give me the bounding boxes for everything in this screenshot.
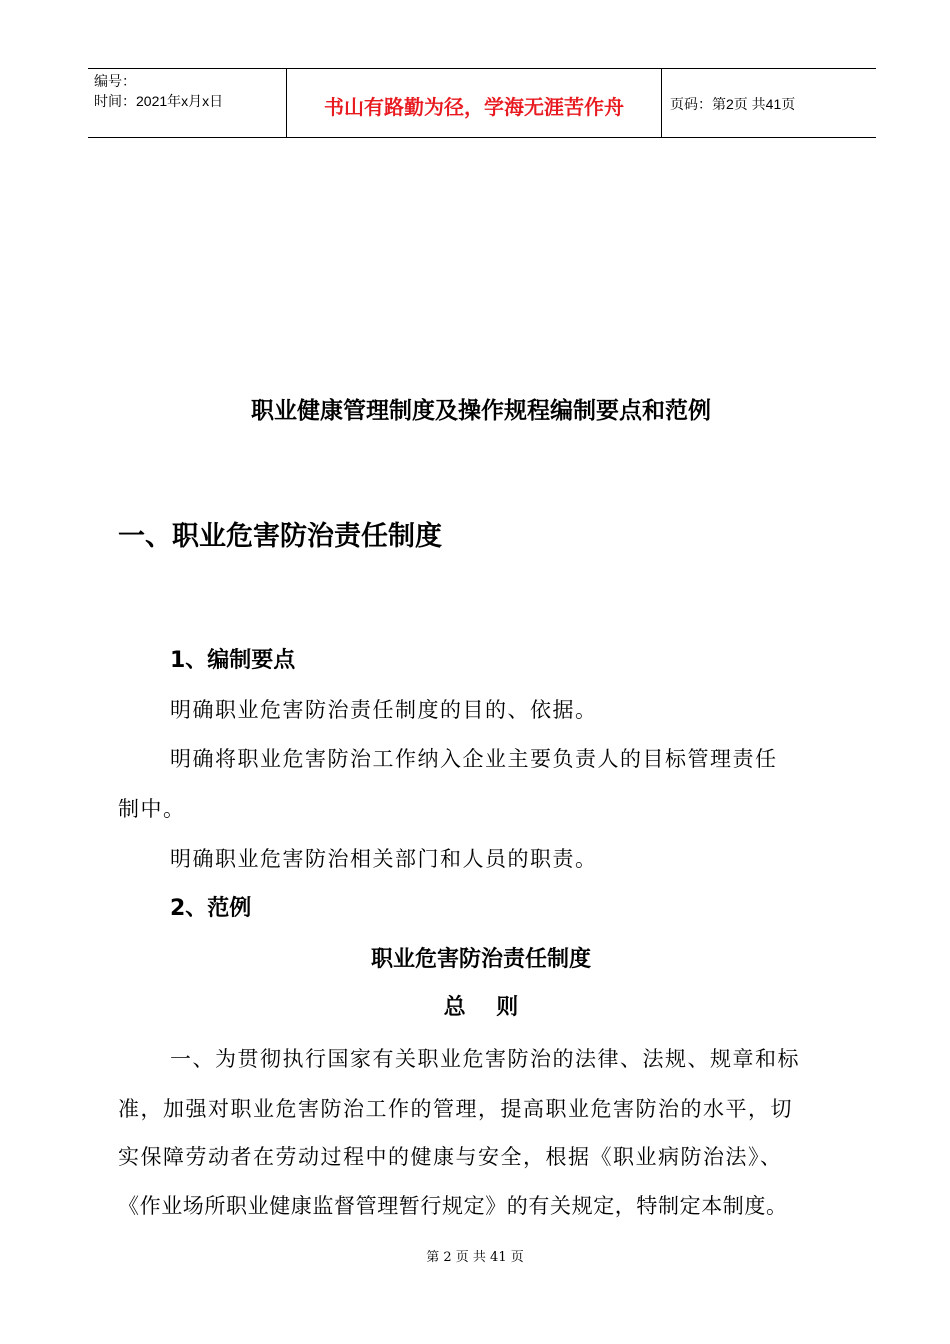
- subsection-heading: 1、编制要点: [170, 648, 296, 673]
- subsection-heading: 2、范例: [170, 896, 252, 921]
- header-meta: [94, 71, 223, 111]
- paragraph: 明确职业危害防治相关部门和人员的职责。: [170, 847, 598, 871]
- paragraph: 一、为贯彻执行国家有关职业危害防治的法律、法规、规章和标: [170, 1047, 800, 1071]
- paragraph: 准，加强对职业危害防治工作的管理，提高职业危害防治的水平，切: [118, 1097, 793, 1121]
- chapter-heading: 总 则: [443, 995, 519, 1020]
- section-heading: 一、职业危害防治责任制度: [118, 521, 442, 552]
- example-title: 职业危害防治责任制度: [370, 947, 591, 972]
- page-footer: 第 2 页 共 41 页: [426, 1250, 524, 1265]
- paragraph: 实保障劳动者在劳动过程中的健康与安全，根据《职业病防治法》、: [118, 1145, 783, 1169]
- header-number-label: 编号：: [94, 73, 136, 89]
- paragraph: 制中。: [118, 797, 186, 821]
- paragraph: 明确职业危害防治责任制度的目的、依据。: [170, 698, 598, 722]
- paragraph: 《作业场所职业健康监督管理暂行规定》的有关规定，特制定本制度。: [118, 1194, 788, 1218]
- document-title: 职业健康管理制度及操作规程编制要点和范例: [251, 398, 711, 424]
- header-page-info: 页码：第2页 共41页: [670, 96, 796, 112]
- header-motto: 书山有路勤为径，学海无涯苦作舟: [324, 95, 624, 119]
- header-time-label: 时间：2021年x月x日: [94, 93, 224, 109]
- page-header: [88, 68, 876, 138]
- header-divider: [661, 69, 662, 137]
- paragraph: 明确将职业危害防治工作纳入企业主要负责人的目标管理责任: [170, 747, 778, 771]
